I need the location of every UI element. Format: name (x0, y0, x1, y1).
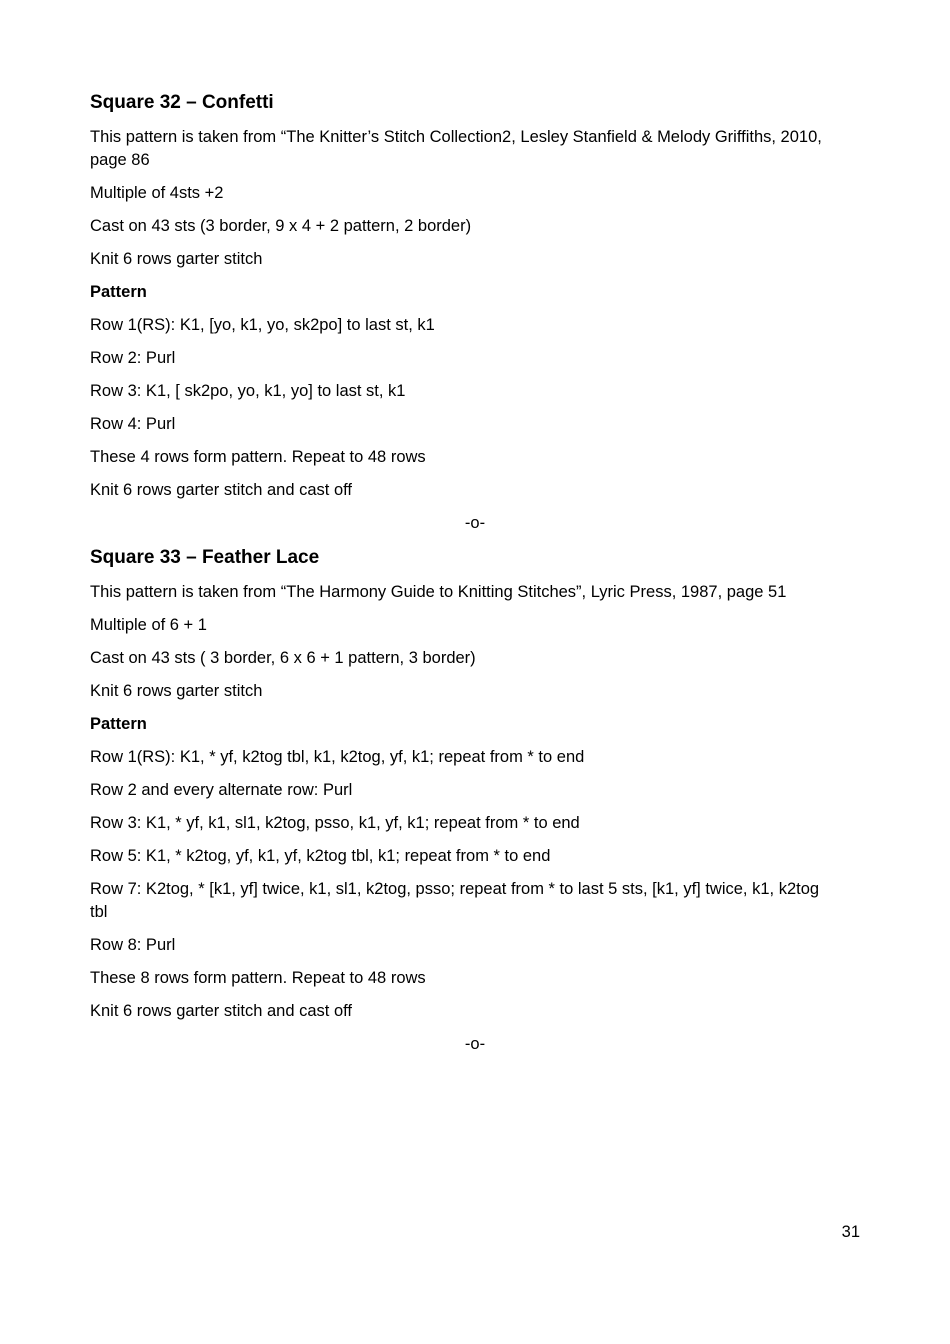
finish-instruction: Knit 6 rows garter stitch and cast off (90, 481, 352, 499)
page-number: 31 (841, 1223, 860, 1241)
pattern-section-confetti (90, 90, 840, 535)
source-citation: This pattern is taken from “The Knitter’s Stitch Collection2, Lesley Stanfield & Melody Griffiths, 2010, page 86 (90, 128, 822, 169)
section-separator: -o- (464, 1035, 486, 1053)
garter-start-instruction: Knit 6 rows garter stitch (90, 250, 263, 268)
row-instruction: Row 3: K1, [ sk2po, yo, k1, yo] to last st, k1 (90, 382, 406, 400)
row-instruction: Row 1(RS): K1, [yo, k1, yo, sk2po] to last st, k1 (90, 316, 435, 334)
garter-start-instruction: Knit 6 rows garter stitch (90, 682, 263, 700)
page-content (90, 90, 840, 1066)
row-instruction: Row 5: K1, * k2tog, yf, k1, yf, k2tog tbl, k1; repeat from * to end (90, 847, 551, 865)
row-instruction: Row 1(RS): K1, * yf, k2tog tbl, k1, k2tog, yf, k1; repeat from * to end (90, 748, 585, 766)
stitch-multiple: Multiple of 4sts +2 (90, 184, 224, 202)
cast-on-instruction: Cast on 43 sts (3 border, 9 x 4 + 2 pattern, 2 border) (90, 217, 472, 235)
pattern-heading: Pattern (90, 715, 147, 733)
pattern-section-feather-lace (90, 545, 840, 1056)
row-instruction: Row 2: Purl (90, 349, 176, 367)
pattern-heading: Pattern (90, 283, 147, 301)
source-citation: This pattern is taken from “The Harmony Guide to Knitting Stitches”, Lyric Press, 1987, page 51 (90, 583, 787, 601)
row-instruction: Row 3: K1, * yf, k1, sl1, k2tog, psso, k1, yf, k1; repeat from * to end (90, 814, 580, 832)
repeat-instruction: These 8 rows form pattern. Repeat to 48 rows (90, 969, 426, 987)
row-instruction: Row 7: K2tog, * [k1, yf] twice, k1, sl1, k2tog, psso; repeat from * to last 5 sts, [k1, yf] twice, k1, k2tog tbl (90, 880, 820, 921)
cast-on-instruction: Cast on 43 sts ( 3 border, 6 x 6 + 1 pattern, 3 border) (90, 649, 476, 667)
row-instruction: Row 4: Purl (90, 415, 176, 433)
section-title: Square 33 – Feather Lace (90, 547, 320, 568)
section-title: Square 32 – Confetti (90, 92, 274, 113)
row-instruction: Row 8: Purl (90, 936, 176, 954)
row-instruction: Row 2 and every alternate row: Purl (90, 781, 353, 799)
repeat-instruction: These 4 rows form pattern. Repeat to 48 rows (90, 448, 426, 466)
stitch-multiple: Multiple of 6 + 1 (90, 616, 207, 634)
finish-instruction: Knit 6 rows garter stitch and cast off (90, 1002, 352, 1020)
section-separator: -o- (464, 514, 486, 532)
